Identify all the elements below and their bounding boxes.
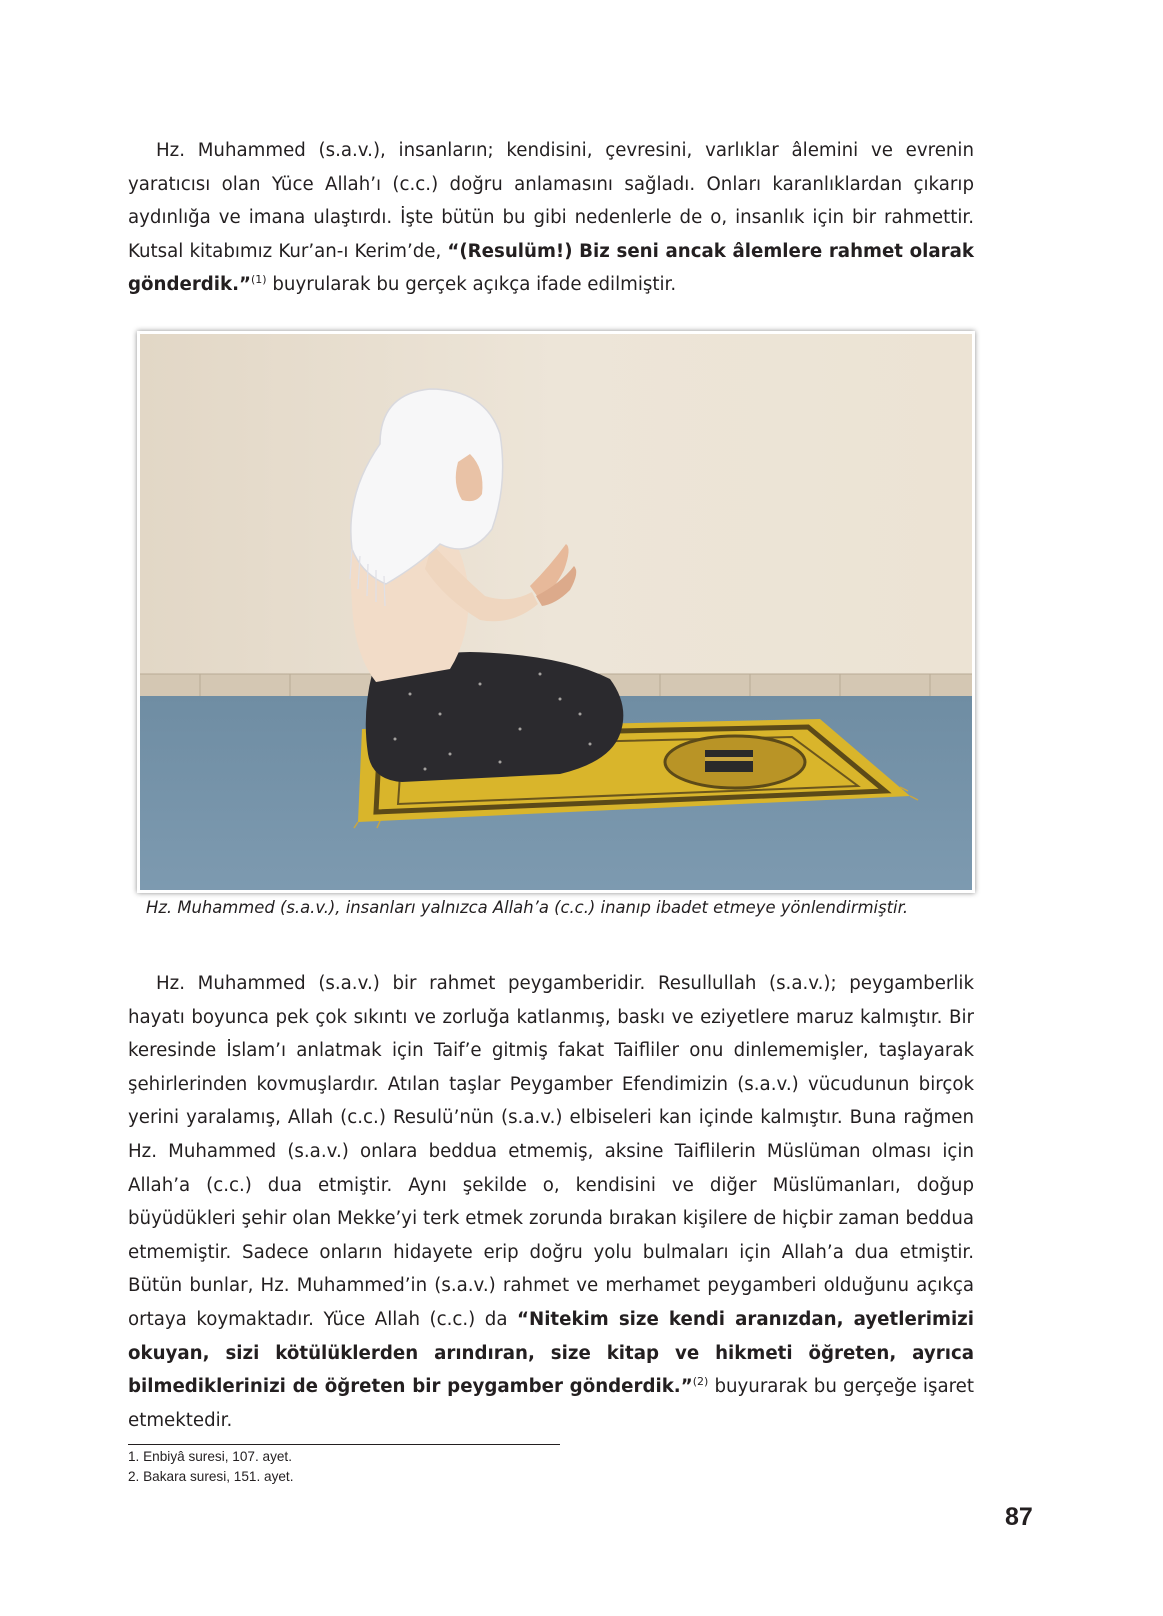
paragraph-2-text-start: Hz. Muhammed (s.a.v.) bir rahmet peygamberidir. Resullullah (s.a.v.); peygamberlik hayatı boyunca pek çok sıkıntı ve zorluğa katlanmış, baskı ve eziyetlere maruz kalmıştır. Bir keresinde İslam’ı anlatmak için Taif’e gitmiş fakat Taifliler onu dinlememişler, taşlayarak şehirlerinden kovmuşlardır. Atılan taşlar Peygamber Efendimizin (s.a.v.) vücudunun birçok yerini yaralamış, Allah (c.c.) Resulü’nün (s.a.v.) elbiseleri kan içinde kalmıştır. Buna rağmen Hz. Muhammed (s.a.v.) onlara beddua etmemiş, aksine Taiflilerin Müslüman olması için Allah’a (c.c.) dua etmiştir. Aynı şekilde o, kendisini ve diğer Müslümanları, doğup büyüdükleri şehir olan Mekke’yi terk etmek zorunda bırakan kişilere de hiçbir zaman beddua etmemiştir. Sadece onların hidayete erip doğru yolu bulmaları için Allah’a dua etmiştir. Bütün bunlar, Hz. Muhammed’in (s.a.v.) rahmet ve merhamet peygamberi olduğunu açıkça ortaya koymaktadır. Yüce Allah (c.c.) da xyxy=(128,973,974,1330)
woman-praying-illustration xyxy=(140,334,972,890)
footnote-divider xyxy=(128,1444,560,1445)
paragraph-2-text-end: buyurarak bu gerçeğe işaret etmektedir. xyxy=(128,1376,975,1431)
page-number: 87 xyxy=(1005,1503,1033,1531)
paragraph-2 xyxy=(128,967,974,1437)
wall xyxy=(140,334,972,682)
paragraph-1-text-start: Hz. Muhammed (s.a.v.), insanların; kendisini, çevresini, varlıklar âlemini ve evrenin yaratıcısı olan Yüce Allah’ı (c.c.) doğru anlamasını sağladı. Onları karanlıklardan çıkarıp aydınlığa ve imana ulaştırdı. İşte bütün bu gibi nedenlerle de o, insanlık için bir rahmettir. Kutsal kitabımız Kur’an-ı Kerim’de, xyxy=(128,140,974,262)
verse-quote-2: “Nitekim size kendi aranızdan, ayetlerimizi okuyan, sizi kötülüklerden arındıran, size kitap ve hikmeti öğreten, ayrıca bilmediklerinizi de öğreten bir peygamber gönderdik.” xyxy=(128,1308,974,1398)
footnote-ref-2: (2) xyxy=(692,1375,709,1389)
paragraph-1-text-end: buyrularak bu gerçek açıkça ifade edilmiştir. xyxy=(266,274,677,296)
figure-caption: Hz. Muhammed (s.a.v.), insanları yalnızca Allah’a (c.c.) inanıp ibadet etmeye yönlendirmiştir. xyxy=(146,898,909,917)
footnote-1: 1. Enbiyâ suresi, 107. ayet. xyxy=(128,1449,292,1464)
footnote-ref-1: (1) xyxy=(251,273,267,287)
paragraph-1 xyxy=(128,134,974,302)
footnote-2: 2. Bakara suresi, 151. ayet. xyxy=(128,1469,294,1484)
prayer-photo xyxy=(137,331,975,893)
verse-quote-1: “(Resulüm!) Biz seni ancak âlemlere rahmet olarak gönderdik.” xyxy=(128,240,974,296)
